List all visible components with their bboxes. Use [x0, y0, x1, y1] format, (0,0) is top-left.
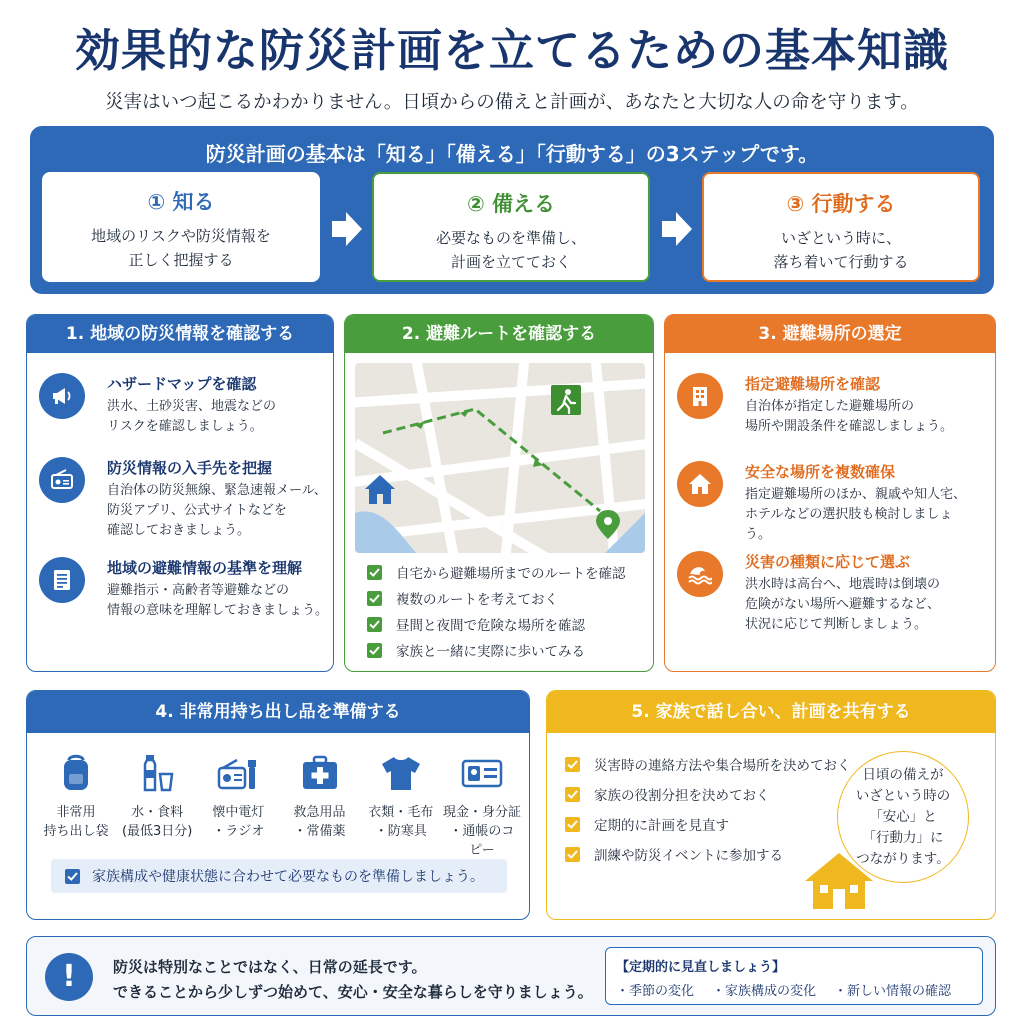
footer-line: 防災は特別なことではなく、日常の延長です。 [113, 958, 427, 976]
megaphone-icon [39, 373, 85, 419]
step-prepare [372, 172, 650, 282]
card-evac-site [664, 314, 996, 672]
item-desc: 洪水、土砂災害、地震などの リスクを確認しましょう。 [107, 399, 277, 434]
footer-message [113, 955, 593, 1005]
item-title: 災害の種類に応じて選ぶ [745, 553, 911, 571]
checkbox-checked-icon [367, 617, 382, 632]
kit-note-text: 家族構成や健康状態に合わせて必要なものを準備しましょう。 [92, 869, 484, 885]
review-items [616, 980, 951, 999]
item-desc: 洪水時は高台へ、地震時は倒壊の 危険がない場所へ避難するなど、 状況に応じて判断しましょう。 [745, 577, 941, 632]
page-title: 効果的な防災計画を立てるための基本知識 [74, 24, 949, 77]
checkbox-checked-icon [565, 817, 580, 832]
emergency-exit-icon [551, 385, 581, 415]
card-heading: 3. 避難場所の選定 [665, 315, 995, 353]
supply-label: 現金・身分証 ・通帳のコピー [442, 805, 521, 858]
building-icon [677, 373, 723, 419]
supply-item-documents [443, 749, 521, 860]
supply-list [37, 749, 521, 860]
wave-icon [677, 551, 723, 597]
footer-line: できることから少しずつ始めて、安心・安全な暮らしを守りましょう。 [113, 983, 593, 1001]
house-icon [805, 851, 873, 911]
document-list-icon [39, 557, 85, 603]
checkbox-checked-icon [565, 757, 580, 772]
supply-item-light-radio [199, 749, 277, 860]
id-card-icon [443, 749, 521, 797]
card-heading: 1. 地域の防災情報を確認する [27, 315, 333, 353]
checklist-text: 訓練や防災イベントに参加する [594, 848, 783, 864]
step-desc: 地域のリスクや防災情報を 正しく把握する [91, 227, 271, 269]
checklist-item [367, 637, 626, 663]
checklist-text: 家族と一緒に実際に歩いてみる [396, 644, 585, 660]
review-item: ・新しい情報の確認 [834, 984, 952, 999]
checkbox-checked-icon [367, 643, 382, 658]
steps-banner [30, 126, 994, 294]
review-box [605, 947, 983, 1005]
step-title: ③ 行動する [786, 192, 896, 216]
card-emergency-kit [26, 690, 530, 920]
checkbox-checked-icon [65, 869, 80, 884]
first-aid-icon [281, 749, 359, 797]
card-family-plan [546, 690, 996, 920]
supply-item-water [118, 749, 196, 860]
checklist-item [367, 585, 626, 611]
exclamation-icon: ! [45, 953, 93, 1001]
route-checklist [367, 559, 626, 663]
kit-note [51, 859, 507, 893]
card-evac-route [344, 314, 654, 672]
supply-item-first-aid [281, 749, 359, 860]
supply-label: 救急用品 ・常備薬 [293, 805, 346, 839]
checklist-text: 家族の役割分担を決めておく [594, 788, 770, 804]
card-local-info [26, 314, 334, 672]
checkbox-checked-icon [565, 787, 580, 802]
checklist-text: 複数のルートを考えておく [396, 592, 558, 608]
house-icon [677, 461, 723, 507]
checkbox-checked-icon [367, 565, 382, 580]
review-item: ・季節の変化 [616, 984, 695, 999]
supply-label: 非常用 持ち出し袋 [43, 805, 109, 839]
step-desc: いざという時に、 落ち着いて行動する [773, 229, 909, 271]
checklist-text: 定期的に計画を見直す [594, 818, 729, 834]
item-title: 防災情報の入手先を把握 [107, 459, 273, 477]
card-heading: 2. 避難ルートを確認する [345, 315, 653, 353]
item-title: 指定避難場所を確認 [745, 375, 881, 393]
checklist-text: 昼間と夜間で危険な場所を確認 [396, 618, 585, 634]
item-title: 地域の避難情報の基準を理解 [107, 559, 303, 577]
step-title: ② 備える [466, 192, 556, 216]
item-desc: 自治体が指定した避難場所の 場所や開設条件を確認しましょう。 [745, 399, 954, 434]
arrow-right-icon [332, 212, 362, 246]
clothing-icon [362, 749, 440, 797]
step-title: ① 知る [147, 190, 215, 214]
review-title: 【定期的に見直しましょう】 [616, 960, 786, 975]
step-act [702, 172, 980, 282]
radio-flashlight-icon [199, 749, 277, 797]
card-heading: 5. 家族で話し合い、計画を共有する [547, 691, 995, 733]
checklist-text: 自宅から避難場所までのルートを確認 [396, 566, 626, 582]
radio-icon [39, 457, 85, 503]
checkbox-checked-icon [367, 591, 382, 606]
card-heading: 4. 非常用持ち出し品を準備する [27, 691, 529, 733]
supply-item-bag [37, 749, 115, 860]
checkbox-checked-icon [565, 847, 580, 862]
supply-label: 水・食料 (最低3日分) [121, 805, 193, 839]
item-title: ハザードマップを確認 [107, 375, 257, 393]
item-title: 安全な場所を複数確保 [745, 463, 896, 481]
supply-label: 衣類・毛布 ・防寒具 [368, 805, 434, 839]
route-map [355, 363, 645, 553]
supply-label: 懐中電灯 ・ラジオ [212, 805, 265, 839]
checklist-text: 災害時の連絡方法や集合場所を決めておく [594, 758, 851, 774]
arrow-right-icon [662, 212, 692, 246]
review-item: ・家族構成の変化 [712, 984, 817, 999]
supply-item-clothing [362, 749, 440, 860]
item-desc: 自治体の防災無線、緊急速報メール、 防災アプリ、公式サイトなどを 確認しておきましょう。 [107, 483, 327, 538]
page-subtitle: 災害はいつ起こるかわかりません。日頃からの備えと計画が、あなたと大切な人の命を守ります。 [105, 92, 919, 113]
checklist-item [565, 809, 851, 839]
step-know [42, 172, 320, 282]
item-desc: 指定避難場所のほか、親戚や知人宅、 ホテルなどの選択肢も検討しましょう。 [745, 487, 967, 542]
item-desc: 避難指示・高齢者等避難などの 情報の意味を理解しておきましょう。 [107, 583, 329, 618]
footer-banner [26, 936, 996, 1016]
checklist-item [367, 559, 626, 585]
steps-heading: 防災計画の基本は「知る」「備える」「行動する」の3ステップです。 [205, 142, 819, 166]
step-desc: 必要なものを準備し、 計画を立てておく [435, 229, 586, 271]
checklist-item [565, 779, 851, 809]
checklist-item [367, 611, 626, 637]
backpack-icon [37, 749, 115, 797]
checklist-item [565, 749, 851, 779]
speech-bubble: 日頃の備えが いざという時の 「安心」と 「行動力」に つながります。 [837, 751, 969, 883]
water-bottle-icon [118, 749, 196, 797]
